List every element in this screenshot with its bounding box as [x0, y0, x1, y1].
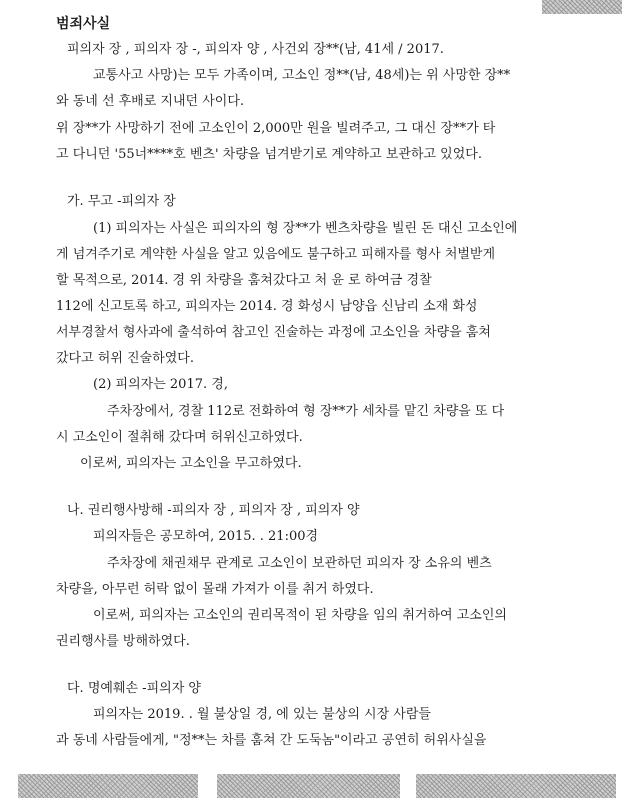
section-ga-line: 할 목적으로, 2014. 경 위 차량을 훔쳐갔다고 처 윤 로 하여금 경찰 [56, 273, 432, 288]
section-ga-line: 주차장에서, 경찰 112로 전화하여 형 장**가 세차를 맡긴 차량을 또 다 [107, 404, 505, 419]
section-ga-line: (1) 피의자는 사실은 피의자의 형 장**가 벤츠차량을 빌린 돈 대신 고소인에 [93, 221, 518, 236]
intro-line-2: 교통사고 사망)는 모두 가족이며, 고소인 정**(남, 48세)는 위 사망한 장** [93, 68, 511, 83]
section-da-line: 피의자는 2019. . 월 불상일 경, 에 있는 불상의 시장 사람들 [93, 707, 431, 722]
section-na-line: 권리행사를 방해하였다. [56, 634, 190, 649]
section-da-line: 과 동네 사람들에게, "정**는 차를 훔쳐 간 도둑놈"이라고 공연히 허위사실을 [56, 733, 487, 748]
intro-line-3: 와 동네 선 후배로 지내던 사이다. [56, 94, 245, 109]
intro-line-1: 피의자 장 , 피의자 장 -, 피의자 양 , 사건외 장**(남, 41세 / 2017. [67, 42, 444, 57]
section-ga-line: 서부경찰서 형사과에 출석하여 참고인 진술하는 과정에 고소인을 차량을 훔쳐 [56, 325, 491, 340]
redaction-noise-bottom-right [416, 774, 616, 798]
section-ga-line: 112에 신고토록 하고, 피의자는 2014. 경 화성시 남양읍 신남리 소재 화성 [56, 299, 478, 314]
section-na-line: 주차장에 채권채무 관계로 고소인이 보관하던 피의자 장 소유의 벤츠 [107, 556, 492, 571]
intro-line-4: 위 장**가 사망하기 전에 고소인이 2,000만 원을 빌려주고, 그 대신 장**가 타 [56, 121, 496, 136]
intro-line-5: 고 다니던 '55너****호 벤츠' 차량을 넘겨받기로 계약하고 보관하고 있었다. [56, 147, 482, 162]
section-na-line: 피의자들은 공모하여, 2015. . 21:00경 [93, 529, 319, 544]
section-da-heading: 다. 명예훼손 -피의자 양 [67, 681, 201, 696]
section-ga-line: 게 넘겨주기로 계약한 사실을 알고 있음에도 불구하고 피해자를 형사 처벌받게 [56, 247, 496, 262]
redaction-noise-bottom-left [18, 774, 198, 798]
section-ga-line: (2) 피의자는 2017. 경, [93, 377, 228, 392]
section-ga-line: 이로써, 피의자는 고소인을 무고하였다. [80, 456, 302, 471]
document-title: 범죄사실 [56, 16, 111, 32]
section-na-line: 차량을, 아무런 허락 없이 몰래 가져가 이를 취거 하였다. [56, 582, 374, 597]
redaction-noise-bottom-middle [217, 774, 400, 798]
section-ga-line: 갔다고 허위 진술하였다. [56, 351, 194, 366]
section-na-line: 이로써, 피의자는 고소인의 권리목적이 된 차량을 임의 취거하여 고소인의 [93, 608, 507, 623]
section-ga-heading: 가. 무고 -피의자 장 [67, 194, 176, 209]
section-ga-line: 시 고소인이 절취해 갔다며 허위신고하였다. [56, 430, 303, 445]
section-na-heading: 나. 권리행사방해 -피의자 장 , 피의자 장 , 피의자 양 [67, 503, 360, 518]
